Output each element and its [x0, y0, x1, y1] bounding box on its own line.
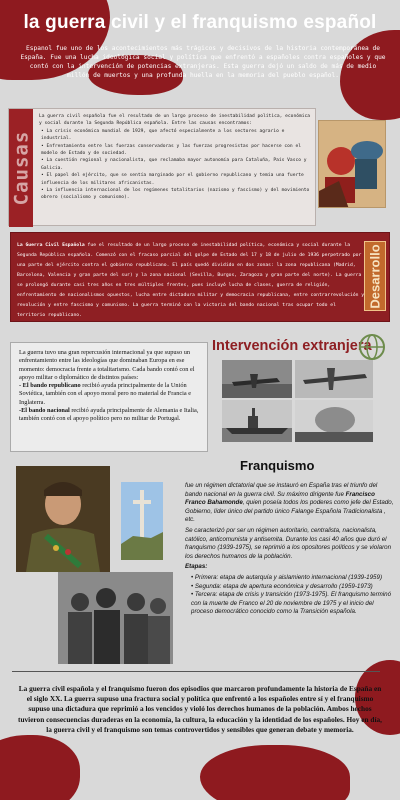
- intervencion-title: Intervención extranjera: [212, 338, 372, 354]
- conclusion-text: La guerra civil española y el franquismo fueron dos episodios que marcaron profundamente la historia de España en el siglo XX. La guerra supuso una fractura social y política que enfrentó a los españoles entre sí y el franquismo supuso una dictadura que reprimió a los vencidos y violó los derechos humanos de la población. Ambos hechos tuvieron consecuencias duraderas en la economía, la cultura, la educación y la identidad de los españoles. Hoy en día, la guerra civil y el franquismo son temas controvertidos y sensibles que generan debate y memoria.: [18, 684, 382, 734]
- intervencion-section: [10, 342, 208, 452]
- divider: [12, 671, 380, 672]
- valley-cross-image: [121, 482, 163, 560]
- intervencion-p1: La guerra tuvo una gran repercusión internacional ya que supuso un enfrentamiento entre las ideologías que dominaban Europa en ese momento: democracia frente a totalitarismo. Cada bando contó con el apoyo militar o diplomático de distintos países:: [19, 349, 195, 381]
- franquismo-title: Franquismo: [240, 458, 315, 473]
- causas-tab: [9, 109, 33, 227]
- franco-name: Francisco Franco Bahamonde: [185, 490, 375, 507]
- propaganda-poster-image: [318, 120, 386, 208]
- bomber-photo: [295, 360, 373, 398]
- list-item: • Enfrentamiento entre las fuerzas conservadoras y las fuerzas progresistas por hacerse con el modelo de Estado y de sociedad.: [41, 143, 314, 158]
- desarrollo-text: [17, 241, 365, 321]
- desarrollo-tab: [364, 241, 386, 311]
- decorative-blob: [200, 745, 350, 800]
- globe-icon: [357, 332, 387, 362]
- causas-section: [8, 108, 316, 226]
- desarrollo-lead: La Guerra Civil Española: [17, 243, 85, 248]
- desarrollo-label: Desarrollo: [367, 243, 383, 309]
- list-item: • La crisis económica mundial de 1929, que afectó especialmente a los sectores agrario e industrial.: [41, 128, 314, 143]
- intervencion-text: [19, 349, 205, 424]
- nacional-label: -El bando nacional: [19, 407, 70, 415]
- etapas-label: [185, 563, 395, 572]
- desarrollo-body: fue el resultado de un largo proceso de inestabilidad política, económica y social durante la Segunda República española. Comenzó con el fracaso parcial del golpe de Estado del 17 y 18 de julio de 1936 perpetrado por una parte del ejército contra el gobierno republicano. El país quedó dividido en dos zonas: la zona republicana (Madrid, Barcelona, Valencia y gran parte del sur) y la zona nacional (Sevilla, Burgos, Zaragoza y gran parte del norte). La guerra se prolongó durante casi tres años en tres múltiples frentes, pues incluyó lucha de clases, guerra de religión, enfrentamiento de nacionalismos opuestos, lucha entre dictadura militar y democracia republicana, entre contrarrevolución y revolución y entre fascismo y comunismo. La guerra terminó con la victoria del bando nacional tras ocupar todo el territorio republicano.: [17, 243, 365, 318]
- intro-text: Espanol fue uno de los acontecimientos más trágicos y decisivos de la historia contemporánea de España. Fue una lucha ideológica social y política que enfrentó a españoles contra españoles y que contó con la intervención de potencias extranjeras. Esta guerra dejó un saldo de más de medio millón de muertos y una profunda huella en la memoria del pueblo español.: [20, 45, 386, 79]
- aircraft-photo: [222, 360, 292, 398]
- list-item: • El papel del ejército, que se sentía marginado por el gobierno republicano y temía una fuerte influencia de los militares africanistas.: [41, 172, 314, 187]
- list-item: • Primera: etapa de autarquía y aislamiento internacional (1939-1959): [191, 574, 395, 583]
- franco-portrait-image: [16, 466, 110, 572]
- franco-group-photo: [58, 572, 173, 664]
- franquismo-p2: Se caracterizó por ser un régimen autoritario, centralista, nacionalista, católico, anticomunista y antisemita. Durante los casi 40 años que duró el franquismo (1939-1975), se reprimió a los opositores políticos y se violaron los derechos humanos de la población.: [185, 526, 392, 560]
- causas-label: Causas: [10, 130, 33, 206]
- list-item: • La cuestión regional y nacionalista, que reclamaba mayor autonomía para Cataluña, País Vasco y Galicia.: [41, 157, 314, 172]
- nacional-text: recibió ayuda principalmente de Alemania e Italia, también contó con el apoyo político pero no militar de Portugal.: [19, 407, 199, 423]
- franquismo-p1-a: fue un régimen dictatorial que se instauró en España tras el triunfo del bando nacional en la guerra civil. Su máximo dirigente fue: [185, 482, 378, 498]
- desarrollo-section: [10, 232, 390, 322]
- list-item: • La influencia internacional de los regímenes totalitarios (nazismo y fascismo) y del movimiento obrero (socialismo y comunismo).: [41, 187, 314, 202]
- franquismo-p1: [185, 482, 395, 525]
- intervencion-republicano: [19, 382, 205, 407]
- page-title: la guerra civil y el franquismo español: [23, 12, 377, 33]
- franquismo-p1-c: , quien poseía todos los poderes como jefe del Estado, Gobierno, líder único del partido único Falange Española Tradicionalista , etc.: [185, 499, 394, 524]
- list-item: • Segunda: etapa de apertura económica y desarrollo (1959-1973): [191, 583, 395, 592]
- republicano-text: recibió ayuda principalmente de la Unión Soviética, también con el apoyo moral pero no material de Francia e Inglaterra.: [19, 382, 192, 406]
- republicano-label: - El bando republicano: [19, 382, 81, 390]
- intervencion-nacional: [19, 407, 205, 424]
- causas-lead: La guerra civil española fue el resultado de un largo proceso de inestabilidad política, económica y social durante la Segunda República española. Entre las causas encontramos:: [39, 114, 311, 127]
- list-item: • Tercera: etapa de crisis y transición (1973-1975). El franquismo terminó con la muerte de Franco el 20 de noviembre de 1975 y el inicio del proceso democrático conocido como la Transición española.: [191, 591, 395, 617]
- warship-photo: [222, 400, 292, 442]
- franquismo-text: [185, 482, 395, 617]
- decorative-blob: [0, 735, 80, 800]
- etapas-heading: Etapas:: [185, 563, 208, 571]
- bombing-photo: [295, 400, 373, 442]
- causas-text: [39, 113, 314, 202]
- causas-list: [41, 128, 314, 202]
- etapas-list: [191, 574, 395, 617]
